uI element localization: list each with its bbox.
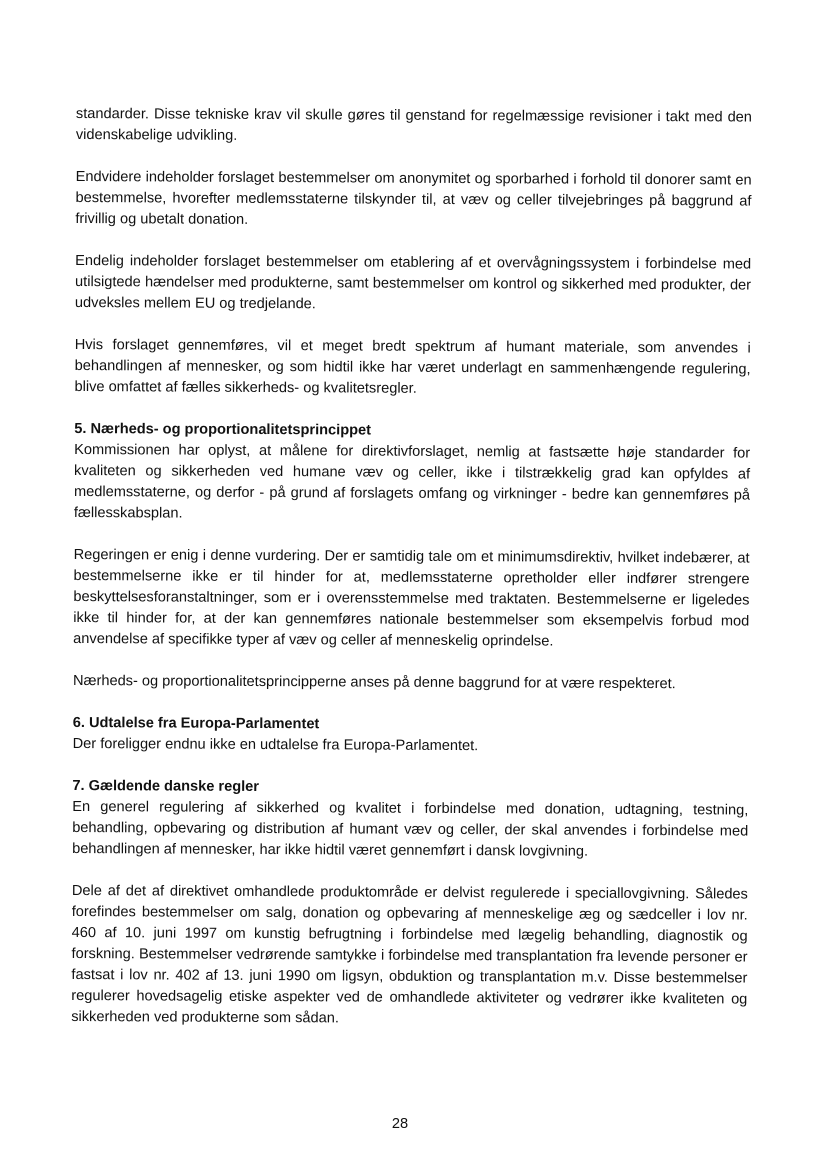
- section-subsidiarity: [74, 419, 751, 528]
- section-heading-7: 7. Gældende danske regler: [72, 777, 260, 795]
- paragraph-commission: Kommissionen har oplyst, at målene for direktivforslaget, nemlig at fastsætte høje standarder for kvaliteten og sikkerheden ved humane væv og celler, ikke i tilstrækkelig grad kan opfyldes af medlemsstaterne, og derfor - på grund af forslagets omfang og virkninger - bedre kan gennemføres på fællesskabsplan.: [73, 441, 751, 522]
- paragraph-principles-respected: Nærheds- og proportionalitetsprincipperne anses på denne baggrund for at være respekteret.: [72, 672, 676, 693]
- paragraph-anonymity: Endvidere indeholder forslaget bestemmelser om anonymitet og sporbarhed i forhold til donorer samt en bestemmelse, hvorefter medlemsstaterne tilskynder til, at væv og celler tilvejebringes på baggrund af frivillig og ubetalt donation.: [75, 168, 752, 228]
- paragraph-surveillance: Endelig indeholder forslaget bestemmelser om etablering af et overvågningssystem i forbindelse med utilsigtede hændelser med produkterne, samt bestemmelser om kontrol og sikkerhed med produkter, der udveksles mellem EU og tredjelande.: [74, 252, 752, 313]
- paragraph-general-regulation: En generel regulering af sikkerhed og kvalitet i forbindelse med donation, udtagning, testning, behandling, opbevaring og distribution af humant væv og celler, der skal anvendes i forbindelse med behandlingen af mennesker, har ikke hidtil været gennemført i dansk lovgivning.: [72, 798, 749, 860]
- paragraph-parliament-statement: Der foreligger endnu ikke en udtalelse fra Europa-Parlamentet.: [72, 735, 479, 755]
- section-parliament: [73, 713, 749, 759]
- section-danish-rules: [72, 776, 748, 864]
- paragraph-special-legislation: Dele af det af direktivet omhandlede produktområde er delvist regulerede i speciallovgivning. Således forefindes bestemmelser om salg, donation og opbevaring af menneskelige æg og sædceller i lov nr. 460 af 10. juni 1997 om kunstig befrugtning i forbindelse med lægelig behandling, diagnostik og forskning. Bestemmelser vedrørende samtykke i forbindelse med transplantation fra levende personer er fastsat i lov nr. 402 af 13. juni 1990 om ligsyn, obduktion og transplantation m.v. Disse bestemmelser regulerer hovedsagelig etiske aspekter ved de omhandlede aktiviteter og vedrører ikke kvaliteten og sikkerheden ved produkterne som sådan.: [71, 882, 748, 1027]
- paragraph-scope: Hvis forslaget gennemføres, vil et meget bredt spektrum af humant materiale, som anvendes i behandlingen af mennesker, og som hidtil ikke har været underlagt en sammenhængende regulering, blive omfattet af fælles sikkerheds- og kvalitetsregler.: [74, 336, 751, 397]
- paragraph-standards: standarder. Disse tekniske krav vil skulle gøres til genstand for regelmæssige revisioner i takt med den videnskabelige udvikling.: [75, 105, 752, 144]
- section-heading-6: 6. Udtalelse fra Europa-Parlamentet: [72, 714, 320, 733]
- document-page: [71, 104, 752, 1053]
- paragraph-government: Regeringen er enig i denne vurdering. Der er samtidig tale om et minimumsdirektiv, hvilket indebærer, at bestemmelserne ikke er til hinder for at, medlemsstaterne opretholder eller indfører strengere beskyttelsesforanstaltninger, som er i overensstemmelse med traktaten. Bestemmelserne er ligeledes ikke til hinder for, at der kan gennemføres nationale bestemmelser som eksempelvis forbud mod anvendelse af specifikke typer af væv og celler af menneskelig oprindelse.: [73, 546, 750, 650]
- page-number: 28: [391, 1116, 409, 1132]
- section-heading-5: 5. Nærheds- og proportionalitetsprincippet: [74, 420, 372, 439]
